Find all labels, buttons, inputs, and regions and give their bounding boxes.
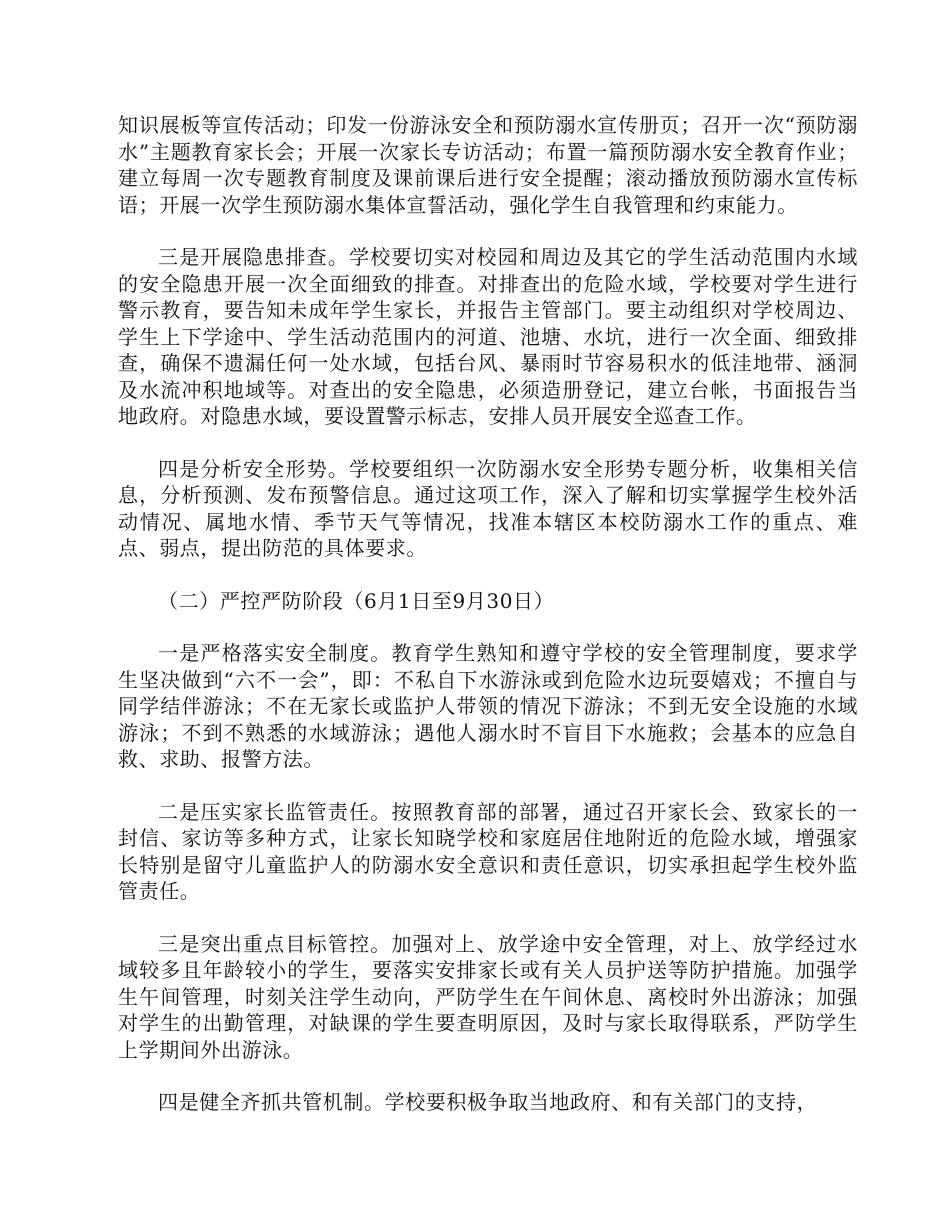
paragraph-publicity-activities: 知识展板等宣传活动；印发一份游泳安全和预防溺水宣传册页；召开一次“预防溺水”主题教育家长会；开展一次家长专访活动；布置一篇预防溺水安全教育作业；建立每周一次专题教育制度及课前课后进行安全提醒；滚动播放预防溺水宣传标语；开展一次学生预防溺水集体宣誓活动，强化学生自我管理和约束能力。: [118, 113, 858, 217]
paragraph-parent-supervision: 二是压实家长监管责任。按照教育部的部署，通过召开家长会、致家长的一封信、家访等多种方式，让家长知晓学校和家庭居住地附近的危险水域，增强家长特别是留守儿童监护人的防溺水安全意识和责任意识，切实承担起学生校外监管责任。: [118, 799, 858, 903]
document-page: [118, 112, 858, 1142]
section-heading-strict-control: （二）严控严防阶段（6月1日至9月30日）: [158, 588, 555, 613]
paragraph-joint-mechanism: 四是健全齐抓共管机制。学校要积极争取当地政府、和有关部门的支持，: [158, 1090, 818, 1114]
paragraph-safety-analysis: 四是分析安全形势。学校要组织一次防溺水安全形势专题分析，收集相关信息，分析预测、发布预警信息。通过这项工作，深入了解和切实掌握学生校外活动情况、属地水情、季节天气等情况，找准本辖区本校防溺水工作的重点、难点、弱点，提出防范的具体要求。: [118, 456, 858, 560]
paragraph-safety-system: 一是严格落实安全制度。教育学生熟知和遵守学校的安全管理制度，要求学生坚决做到“六不一会”，即：不私自下水游泳或到危险水边玩耍嬉戏；不擅自与同学结伴游泳；不在无家长或监护人带领的情况下游泳；不到无安全设施的水域游泳；不到不熟悉的水域游泳；遇他人溺水时不盲目下水施救；会基本的应急自救、求助、报警方法。: [118, 641, 858, 771]
paragraph-key-target-control: 三是突出重点目标管控。加强对上、放学途中安全管理，对上、放学经过水域较多且年龄较小的学生，要落实安排家长或有关人员护送等防护措施。加强学生午间管理，时刻关注学生动向，严防学生在午间休息、离校时外出游泳；加强对学生的出勤管理，对缺课的学生要查明原因，及时与家长取得联系，严防学生上学期间外出游泳。: [118, 931, 858, 1062]
paragraph-hazard-inspection: 三是开展隐患排查。学校要切实对校园和周边及其它的学生活动范围内水域的安全隐患开展一次全面细致的排查。对排查出的危险水域，学校要对学生进行警示教育，要告知未成年学生家长，并报告主管部门。要主动组织对学校周边、学生上下学途中、学生活动范围内的河道、池塘、水坑，进行一次全面、细致排查，确保不遗漏任何一处水域，包括台风、暴雨时节容易积水的低洼地带、涵洞及水流冲积地域等。对查出的安全隐患，必须造册登记，建立台帐，书面报告当地政府。对隐患水域，要设置警示标志，安排人员开展安全巡查工作。: [118, 245, 858, 428]
